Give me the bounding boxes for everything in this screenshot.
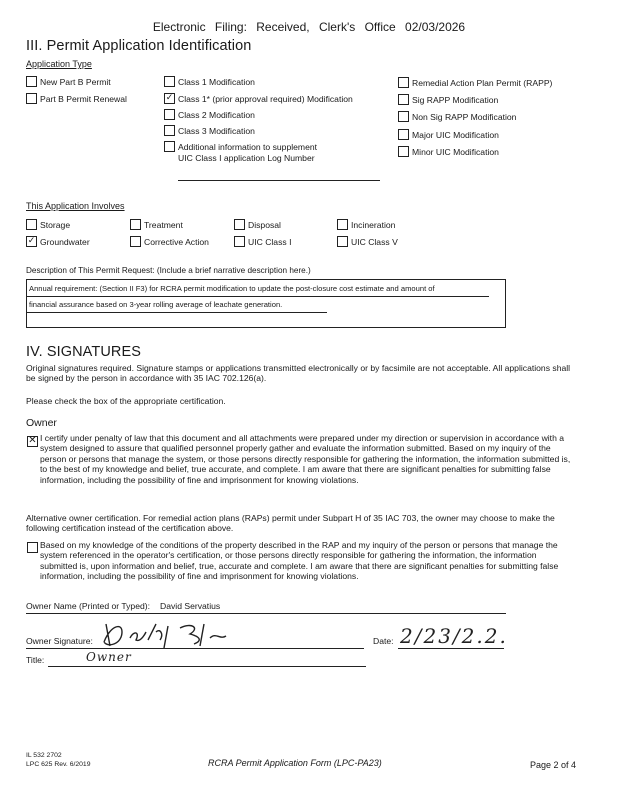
uic-log-number-field[interactable] <box>178 180 380 181</box>
checkbox-treatment[interactable] <box>130 219 183 230</box>
checkbox-box[interactable] <box>164 93 175 104</box>
checkbox-label: Incineration <box>351 219 396 230</box>
title-label: Title: <box>26 655 45 665</box>
checkbox-box[interactable] <box>164 141 175 152</box>
application-type-label: Application Type <box>26 59 92 69</box>
checkbox-box[interactable] <box>398 129 409 140</box>
checkbox-box[interactable] <box>398 111 409 122</box>
footer-code-1: IL 532 2702 <box>26 752 62 759</box>
checkbox-label: UIC Class I <box>248 236 292 247</box>
checkbox-part-b-renewal[interactable] <box>26 93 127 104</box>
checkbox-major-uic[interactable] <box>398 129 499 140</box>
checkbox-label: Major UIC Modification <box>412 129 499 140</box>
checkbox-class1-star-mod[interactable] <box>164 93 353 104</box>
check-prompt: Please check the box of the appropriate certification. <box>26 396 226 406</box>
checkbox-label: Remedial Action Plan Permit (RAPP) <box>412 77 553 88</box>
owner-name-value[interactable]: David Servatius <box>160 601 221 611</box>
description-line-2: financial assurance based on 3-year rolling average of leachate generation. <box>29 300 283 309</box>
title-value[interactable]: Owner <box>86 650 132 664</box>
checkbox-class3-mod[interactable] <box>164 125 255 136</box>
checkbox-corrective-action[interactable] <box>130 236 209 247</box>
checkbox-box[interactable] <box>337 236 348 247</box>
checkbox-box[interactable] <box>398 146 409 157</box>
section-3-title: III. Permit Application Identification <box>26 38 252 54</box>
checkbox-non-sig-rapp[interactable] <box>398 111 516 122</box>
date-line <box>398 648 504 649</box>
owner-cert-checkbox[interactable] <box>27 434 41 452</box>
description-line-1: Annual requirement: (Section II F3) for RCRA permit modification to update the post-closure cost estimate and amount of <box>29 284 435 293</box>
checkbox-disposal[interactable] <box>234 219 281 230</box>
checkbox-label: Class 1 Modification <box>178 76 255 87</box>
checkbox-box[interactable] <box>164 125 175 136</box>
uic-log-number-label: UIC Class I application Log Number <box>178 153 315 163</box>
checkbox-box[interactable] <box>398 77 409 88</box>
checkbox-label: Class 3 Modification <box>178 125 255 136</box>
checkbox-label: Groundwater <box>40 236 90 247</box>
owner-signature-label: Owner Signature: <box>26 636 93 646</box>
checkbox-uic-class-5[interactable] <box>337 236 398 247</box>
application-involves-label: This Application Involves <box>26 201 125 211</box>
checkbox-box[interactable] <box>26 76 37 87</box>
checkbox-box[interactable] <box>234 236 245 247</box>
title-line <box>48 666 366 667</box>
checkbox-box[interactable] <box>130 236 141 247</box>
checkbox-label: Class 1* (prior approval required) Modification <box>178 93 353 104</box>
owner-signature[interactable] <box>100 618 250 650</box>
filing-stamp: Electronic Filing: Received, Clerk's Office 02/03/2026 <box>152 20 466 34</box>
checkbox-storage[interactable] <box>26 219 70 230</box>
checkbox-label: New Part B Permit <box>40 76 111 87</box>
checkbox-box[interactable] <box>27 542 38 553</box>
checkbox-label: Minor UIC Modification <box>412 146 499 157</box>
owner-certification-text: I certify under penalty of law that this document and all attachments were prepared under my direction or supervision in accordance with a system designed to assure that qualified personnel properly gather and evaluate the information submitted. Based on my inquiry of the person or persons that manage the system, or those persons directly responsible for gathering the information, the information submitted is, to the best of my knowledge and belief, true accurate, and complete. I am aware that there are significant penalties for submitting false information, including the possibility of fine and imprisonment for knowing violations. <box>40 433 571 485</box>
checkbox-box[interactable] <box>398 94 409 105</box>
footer-code-2: LPC 625 Rev. 6/2019 <box>26 761 91 768</box>
description-rule <box>27 312 327 313</box>
checkbox-label: Non Sig RAPP Modification <box>412 111 517 122</box>
checkbox-additional-info[interactable] <box>164 141 317 152</box>
checkbox-box[interactable] <box>26 236 37 247</box>
owner-name-label: Owner Name (Printed or Typed): <box>26 601 151 611</box>
checkbox-label: Treatment <box>144 219 183 230</box>
description-box[interactable] <box>26 279 506 328</box>
checkbox-label: Storage <box>40 219 71 230</box>
section-4-title: IV. SIGNATURES <box>26 344 142 360</box>
signature-image <box>100 618 250 650</box>
owner-name-line <box>26 613 506 614</box>
checkbox-box[interactable] <box>337 219 348 230</box>
checkbox-minor-uic[interactable] <box>398 146 499 157</box>
checkmark-icon: ✓ <box>165 92 174 102</box>
date-label: Date: <box>373 636 394 646</box>
description-label: Description of This Permit Request: (Include a brief narrative description here.) <box>26 266 311 275</box>
checkbox-box[interactable] <box>164 109 175 120</box>
checkbox-box[interactable] <box>164 76 175 87</box>
checkbox-rapp[interactable] <box>398 77 552 88</box>
alternative-certification-intro: Alternative owner certification. For remedial action plans (RAPs) permit under Subpart H of 35 IAC 703, the owner may choose to make the following certification instead of the certification above. <box>26 513 555 534</box>
signatures-intro: Original signatures required. Signature stamps or applications transmitted electronically or by facsimile are not acceptable. All applications shall be signed by the person in accordance with 35 IAC 702.126(a). <box>26 363 571 384</box>
checkbox-box[interactable] <box>27 436 38 447</box>
checkbox-box[interactable] <box>130 219 141 230</box>
checkbox-sig-rapp[interactable] <box>398 94 498 105</box>
x-mark-icon: ✕ <box>28 435 37 446</box>
checkbox-class2-mod[interactable] <box>164 109 255 120</box>
checkbox-label: Class 2 Modification <box>178 109 255 120</box>
page-number: Page 2 of 4 <box>530 760 577 770</box>
date-value[interactable]: 2/23/2.2. <box>400 624 508 648</box>
checkbox-class1-mod[interactable] <box>164 76 255 87</box>
checkmark-icon: ✓ <box>27 235 36 245</box>
checkbox-box[interactable] <box>26 219 37 230</box>
checkbox-uic-class-1[interactable] <box>234 236 291 247</box>
owner-heading: Owner <box>26 417 57 429</box>
checkbox-label: Corrective Action <box>144 236 209 247</box>
checkbox-label: UIC Class V <box>351 236 398 247</box>
checkbox-incineration[interactable] <box>337 219 395 230</box>
footer-form-name: RCRA Permit Application Form (LPC-PA23) <box>208 758 382 768</box>
checkbox-label: Disposal <box>248 219 281 230</box>
checkbox-label: Sig RAPP Modification <box>412 94 499 105</box>
description-rule <box>27 296 489 297</box>
checkbox-new-part-b[interactable] <box>26 76 111 87</box>
checkbox-label: Part B Permit Renewal <box>40 93 127 104</box>
alternative-certification-text: Based on my knowledge of the conditions of the property described in the RAP and my inquiry of the person or persons that manage the system referenced in the operator's certification, or those persons directly responsible for gathering the information, the information submitted is, upon information and belief, true, accurate and complete. I am aware that there are significant penalties for submitting false information, including the possibility of fine and imprisonment for knowing violations. <box>40 540 559 582</box>
checkbox-box[interactable] <box>26 93 37 104</box>
alt-cert-checkbox[interactable] <box>27 540 41 558</box>
owner-signature-line <box>26 648 364 649</box>
checkbox-box[interactable] <box>234 219 245 230</box>
checkbox-label: Additional information to supplement <box>178 141 318 152</box>
checkbox-groundwater[interactable] <box>26 236 90 247</box>
